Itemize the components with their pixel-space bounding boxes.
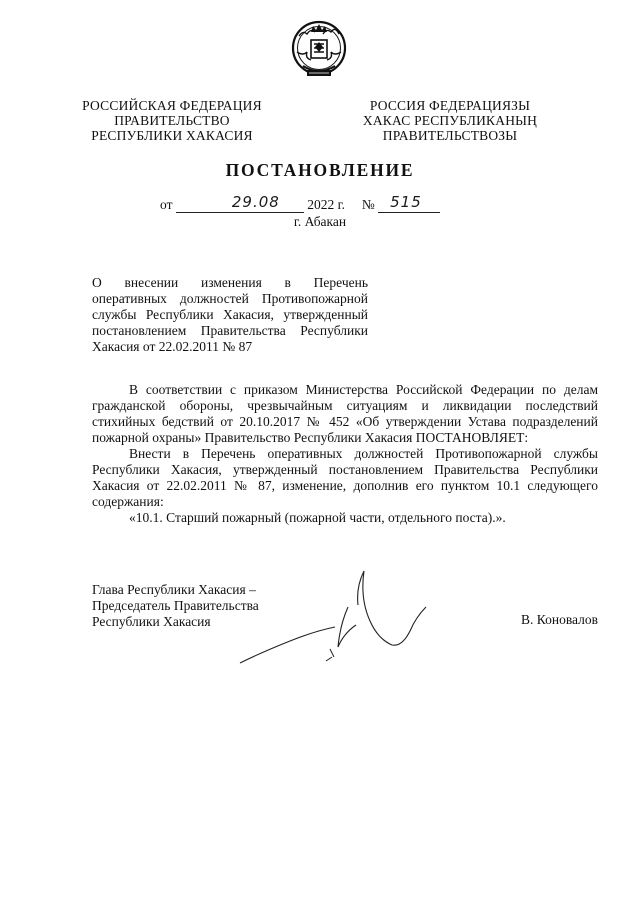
signatory-title-line-3: Республики Хакасия	[92, 614, 211, 629]
date-prefix: от	[160, 197, 173, 212]
number-field	[378, 193, 440, 213]
header-right-line-2: ХАКАС РЕСПУБЛИКАНЫҢ	[362, 113, 538, 128]
number-label: №	[361, 197, 375, 212]
date-year: 2022 г.	[307, 197, 345, 212]
handwritten-signature	[230, 565, 450, 675]
date-number-line	[160, 193, 440, 213]
body-paragraph-3: «10.1. Старший пожарный (пожарной части, отдельного поста).».	[129, 510, 506, 525]
document-title: ПОСТАНОВЛЕНИЕ	[225, 160, 415, 180]
date-field	[176, 193, 304, 213]
header-left-line-1: РОССИЙСКАЯ ФЕДЕРАЦИЯ	[82, 98, 262, 113]
date-handwritten: 29.08	[231, 193, 280, 211]
header-left-line-2: ПРАВИТЕЛЬСТВО	[114, 113, 230, 128]
signer-name: В. Коновалов	[521, 612, 598, 627]
city: г. Абакан	[293, 214, 347, 229]
body-paragraph-1: В соответствии с приказом Министерства Российской Федерации по делам гражданской обороны, чрезвычайным ситуациям и ликвидации последствий стихийных бедствий от 20.10.2017 № 452 «Об утверждении Устава подразделений пожарной охраны» Правительство Республики Хакасия ПОСТАНОВЛЯЕТ:	[92, 382, 598, 445]
signatory-title-line-1: Глава Республики Хакасия –	[92, 582, 256, 597]
header-left	[72, 98, 272, 143]
header-left-line-3: РЕСПУБЛИКИ ХАКАСИЯ	[91, 128, 253, 143]
header-right-line-3: ПРАВИТЕЛЬСТВОЗЫ	[382, 128, 518, 143]
document-body	[92, 382, 598, 526]
signatory-title-line-2: Председатель Правительства	[92, 598, 259, 613]
coat-of-arms-emblem	[289, 18, 349, 82]
header-right-line-1: РОССИЯ ФЕДЕРАЦИЯЗЫ	[369, 98, 531, 113]
body-paragraph-2: Внести в Перечень оперативных должностей Противопожарной службы Республики Хакасия, утвержденный постановлением Правительства Республики Хакасия от 22.02.2011 № 87, изменение, дополнив его пунктом 10.1 следующего содержания:	[92, 446, 598, 509]
document-subject: О внесении изменения в Перечень оперативных должностей Противопожарной службы Республики Хакасия, утвержденный постановлением Правительства Республики Хакасия от 22.02.2011 № 87	[92, 275, 368, 354]
number-handwritten: 515	[390, 193, 422, 211]
header-right	[350, 98, 550, 143]
